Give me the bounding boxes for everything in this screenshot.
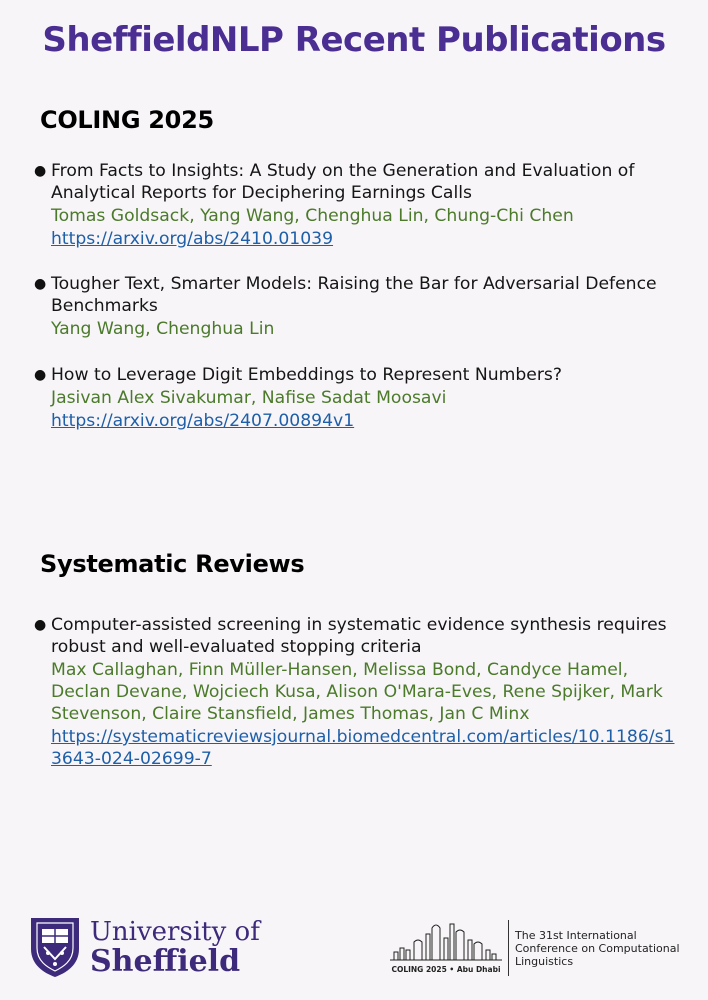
conference-name: The 31st International Conference on Computational Linguistics	[515, 928, 680, 968]
bullet-icon: ●	[34, 276, 47, 292]
bullet-icon: ●	[34, 367, 47, 383]
publication-link[interactable]: https://systematicreviewsjournal.biomedcentral.com/articles/10.1186/s13643-024-02699-7	[51, 727, 675, 769]
conference-caption: COLING 2025 • Abu Dhabi	[391, 965, 501, 974]
publication-authors: Jasivan Alex Sivakumar, Nafise Sadat Moosavi	[51, 388, 447, 408]
publication-item	[34, 273, 684, 340]
publication-link[interactable]: https://arxiv.org/abs/2407.00894v1	[51, 411, 355, 431]
publication-title: From Facts to Insights: A Study on the Generation and Evaluation of Analytical Reports for Deciphering Earnings Calls	[51, 161, 635, 203]
university-name-line1: University of	[90, 917, 260, 947]
section-heading-coling: COLING 2025	[40, 106, 214, 134]
publication-authors: Tomas Goldsack, Yang Wang, Chenghua Lin, Chung-Chi Chen	[51, 206, 574, 226]
publication-authors: Yang Wang, Chenghua Lin	[51, 319, 275, 339]
publication-item	[34, 160, 684, 250]
city-skyline-icon	[388, 920, 504, 966]
divider	[508, 920, 509, 976]
section-heading-systematic-reviews: Systematic Reviews	[40, 550, 305, 578]
publication-item	[34, 364, 684, 432]
publication-title: Computer-assisted screening in systematic evidence synthesis requires robust and well-evaluated stopping criteria	[51, 615, 667, 657]
shield-crest-icon	[28, 915, 82, 979]
publication-authors: Max Callaghan, Finn Müller-Hansen, Melissa Bond, Candyce Hamel, Declan Devane, Wojciech Kusa, Alison O'Mara-Eves, Rene Spijker, Mark Stevenson, Claire Stansfield, James Thomas, Jan C Minx	[51, 660, 663, 724]
publication-item	[34, 614, 684, 770]
publication-title: How to Leverage Digit Embeddings to Represent Numbers?	[51, 365, 562, 385]
conference-logo	[388, 920, 690, 976]
publication-link[interactable]: https://arxiv.org/abs/2410.01039	[51, 229, 334, 249]
university-name-line2: Sheffield	[90, 944, 241, 979]
university-logo	[28, 914, 260, 980]
bullet-icon: ●	[34, 617, 47, 633]
publication-title: Tougher Text, Smarter Models: Raising the Bar for Adversarial Defence Benchmarks	[51, 274, 657, 316]
page-title: SheffieldNLP Recent Publications	[42, 20, 666, 60]
bullet-icon: ●	[34, 163, 47, 179]
